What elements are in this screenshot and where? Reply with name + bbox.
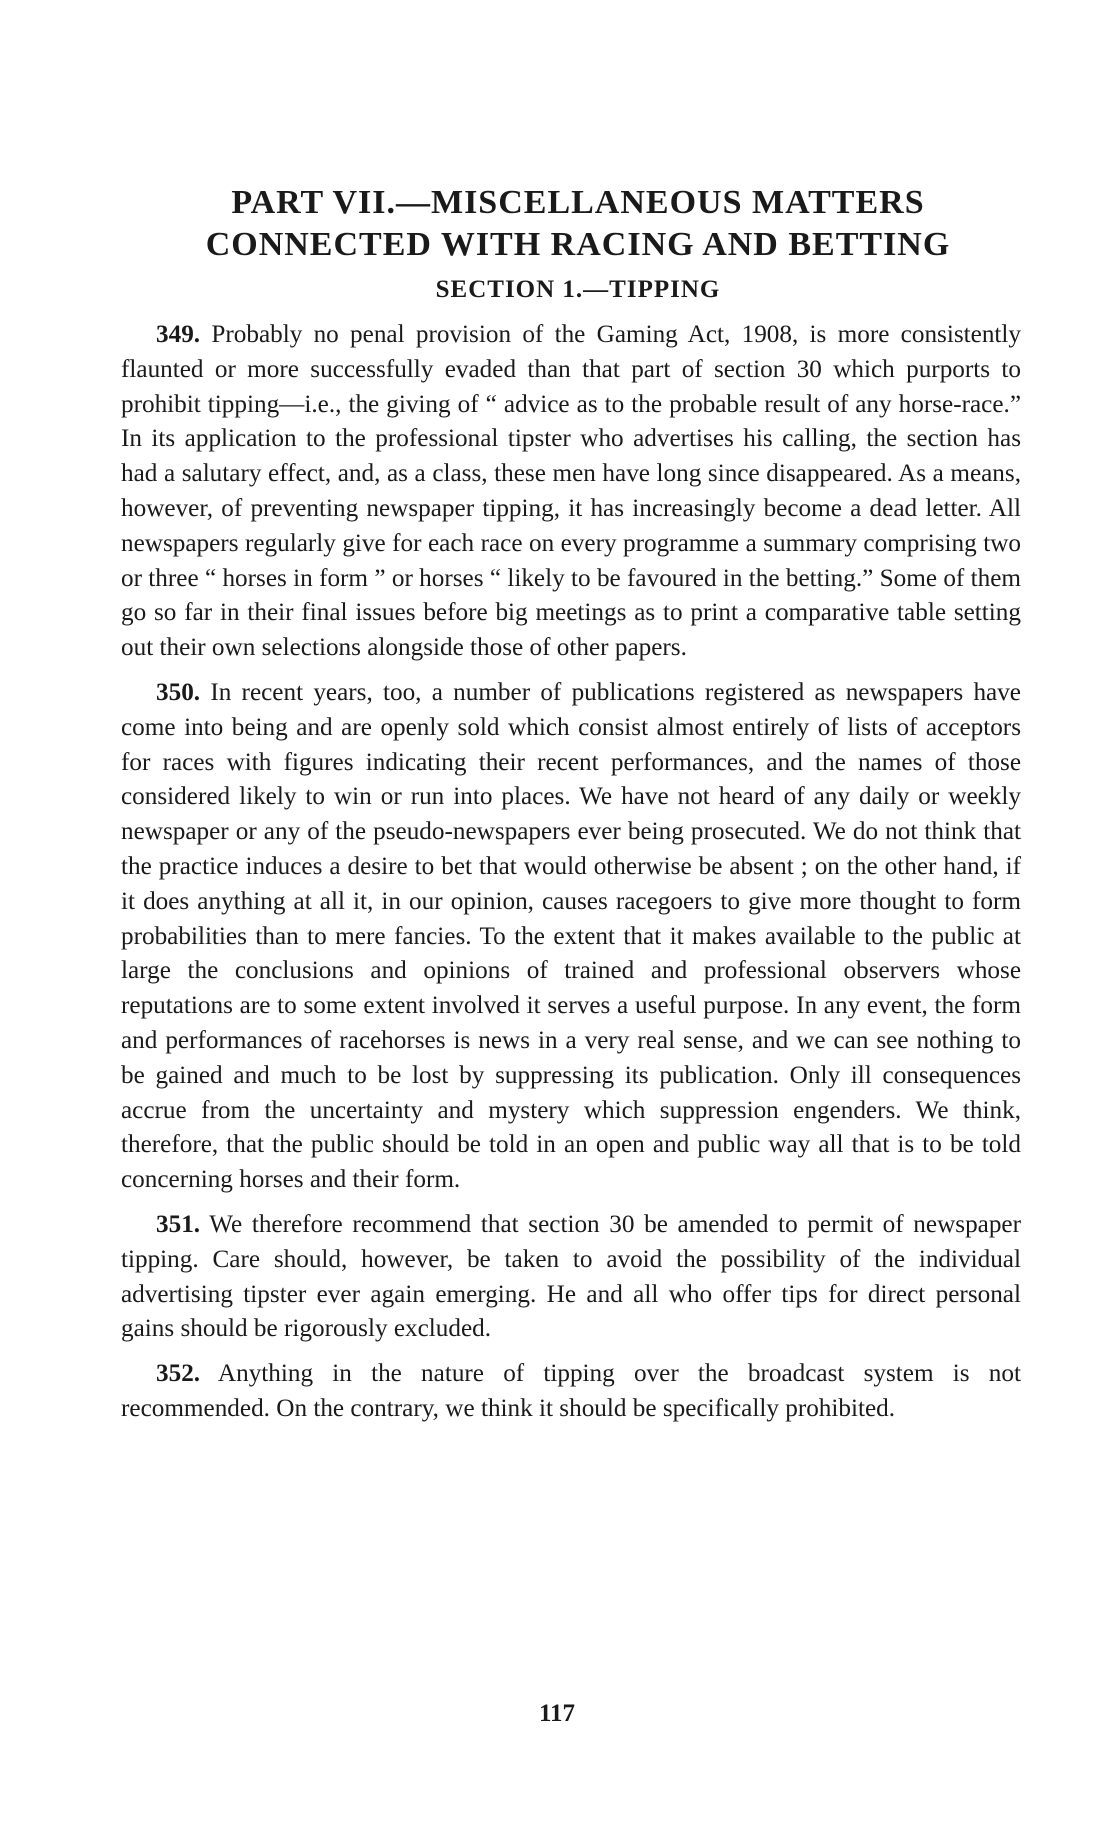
section-title: SECTION 1.—TIPPING bbox=[435, 276, 721, 303]
paragraph-number: 351. bbox=[156, 1210, 201, 1238]
paragraph-351 bbox=[121, 1208, 1021, 1347]
paragraph-350 bbox=[121, 676, 1021, 1198]
paragraph-number: 350. bbox=[156, 678, 201, 706]
paragraph-number: 352. bbox=[156, 1360, 201, 1388]
part-title bbox=[121, 182, 1021, 266]
page-number: 117 bbox=[538, 1700, 576, 1727]
document-page bbox=[121, 182, 1021, 1437]
part-title-line-1: PART VII.—MISCELLANEOUS MATTERS bbox=[231, 184, 925, 221]
paragraph-number: 349. bbox=[156, 321, 201, 348]
paragraph-352 bbox=[121, 1357, 1021, 1427]
paragraph-349 bbox=[121, 318, 1021, 666]
paragraph-text: Anything in the nature of tipping over the broadcast system is not recommended. On the contrary, we think it should be specifically prohibited. bbox=[121, 1360, 1021, 1422]
paragraph-text: In recent years, too, a number of publications registered as newspapers have come into being and are openly sold which consist almost entirely of lists of acceptors for races with figures indicating their recent performances, and the names of those considered likely to win or run into places. We have not heard of any daily or weekly newspaper or any of the pseudo-newspapers ever being prosecuted. We do not think that the practice induces a desire to bet that would otherwise be absent ; on the other hand, if it does anything at all it, in our opinion, causes racegoers to give more thought to form probabilities than to mere fancies. To the extent that it makes available to the public at large the conclusions and opinions of trained and professional observers whose reputations are to some extent involved it serves a useful purpose. In any event, the form and performances of racehorses is news in a very real sense, and we can see nothing to be gained and much to be lost by suppressing its publication. Only ill consequences accrue from the uncertainty and mystery which suppression engenders. We think, therefore, that the public should be told in an open and public way all that is to be told concerning horses and their form. bbox=[121, 678, 1021, 1194]
paragraph-text: Probably no penal provision of the Gaming Act, 1908, is more consistently flaunted or more successfully evaded than that part of section 30 which purports to prohibit tipping—i.e., the giving of “ advice as to the probable result of any horse-race.” In its application to the professional tipster who advertises his calling, the section has had a salutary effect, and, as a class, these men have long since disappeared. As a means, however, of preventing newspaper tipping, it has increasingly become a dead letter. All newspapers regularly give for each race on every programme a summary comprising two or three “ horses in form ” or horses “ likely to be favoured in the betting.” Some of them go so far in their final issues before big meetings as to print a comparative table setting out their own selections alongside those of other papers. bbox=[121, 321, 1021, 662]
part-title-line-2: CONNECTED WITH RACING AND BETTING bbox=[205, 226, 951, 263]
paragraph-text: We therefore recommend that section 30 be amended to permit of newspaper tipping. Care should, however, be taken to avoid the possibility of the individual advertising tipster ever again emerging. He and all who offer tips for direct personal gains should be rigorously excluded. bbox=[121, 1210, 1022, 1343]
